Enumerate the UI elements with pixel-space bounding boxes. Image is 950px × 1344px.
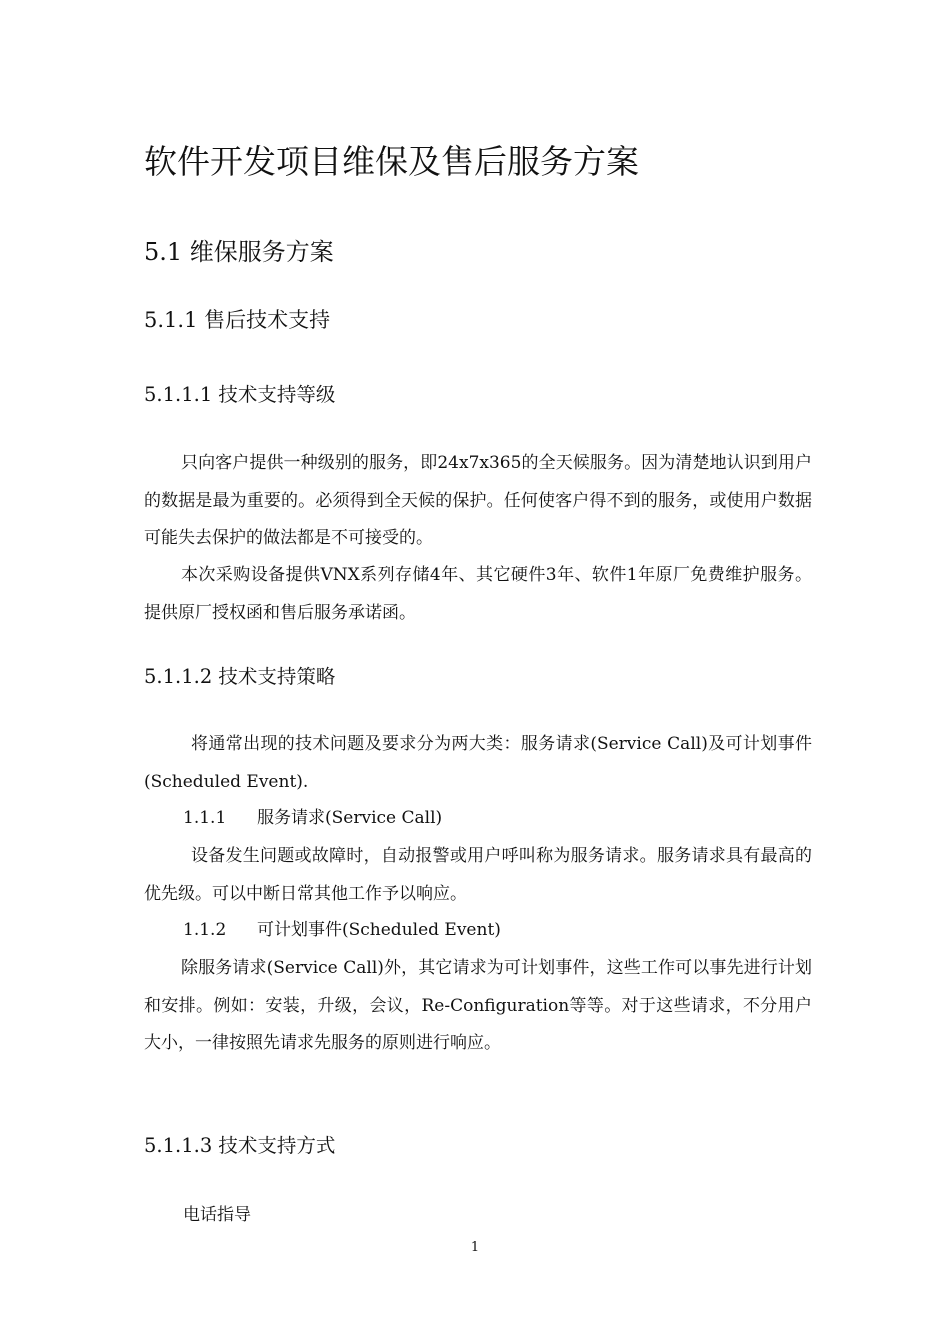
subitem-scheduled-event: [183, 912, 501, 950]
subitem-label: 可计划事件(Scheduled Event): [257, 920, 501, 940]
paragraph-service-call: 设备发生问题或故障时，自动报警或用户呼叫称为服务请求。服务请求具有最高的优先级。可以中断日常其他工作予以响应。: [144, 846, 812, 904]
subitem-service-call: [183, 800, 442, 838]
page-number: 1: [470, 1240, 480, 1255]
paragraph-scheduled-event: 除服务请求(Service Call)外，其它请求为可计划事件，这些工作可以事先进行计划和安排。例如：安装，升级，会议，Re-Configuration等等。对于这些请求，不分用户大小，一律按照先请求先服务的原则进行响应。: [144, 958, 812, 1053]
section-heading-5-1-1-3: 5.1.1.3 技术支持方式: [144, 1134, 336, 1157]
section-heading-5-1: 5.1 维保服务方案: [144, 238, 334, 266]
subitem-number: 1.1.2: [183, 920, 227, 940]
section-heading-5-1-1-2: 5.1.1.2 技术支持策略: [144, 665, 336, 688]
phone-guidance-text: 电话指导: [183, 1205, 251, 1225]
section-heading-5-1-1: 5.1.1 售后技术支持: [144, 308, 331, 332]
document-title: 软件开发项目维保及售后服务方案: [144, 142, 639, 181]
subitem-number: 1.1.1: [183, 808, 227, 828]
paragraph-support-level-2: 本次采购设备提供VNX系列存储4年、其它硬件3年、软件1年原厂免费维护服务。提供原厂授权函和售后服务承诺函。: [144, 565, 812, 623]
section-heading-5-1-1-1: 5.1.1.1 技术支持等级: [144, 383, 336, 406]
paragraph-support-strategy: 将通常出现的技术问题及要求分为两大类：服务请求(Service Call)及可计划事件(Scheduled Event).: [144, 734, 812, 792]
subitem-label: 服务请求(Service Call): [257, 808, 443, 828]
paragraph-support-level-1: 只向客户提供一种级别的服务，即24x7x365的全天候服务。因为清楚地认识到用户的数据是最为重要的。必须得到全天候的保护。任何使客户得不到的服务，或使用户数据可能失去保护的做法都是不可接受的。: [144, 453, 812, 548]
